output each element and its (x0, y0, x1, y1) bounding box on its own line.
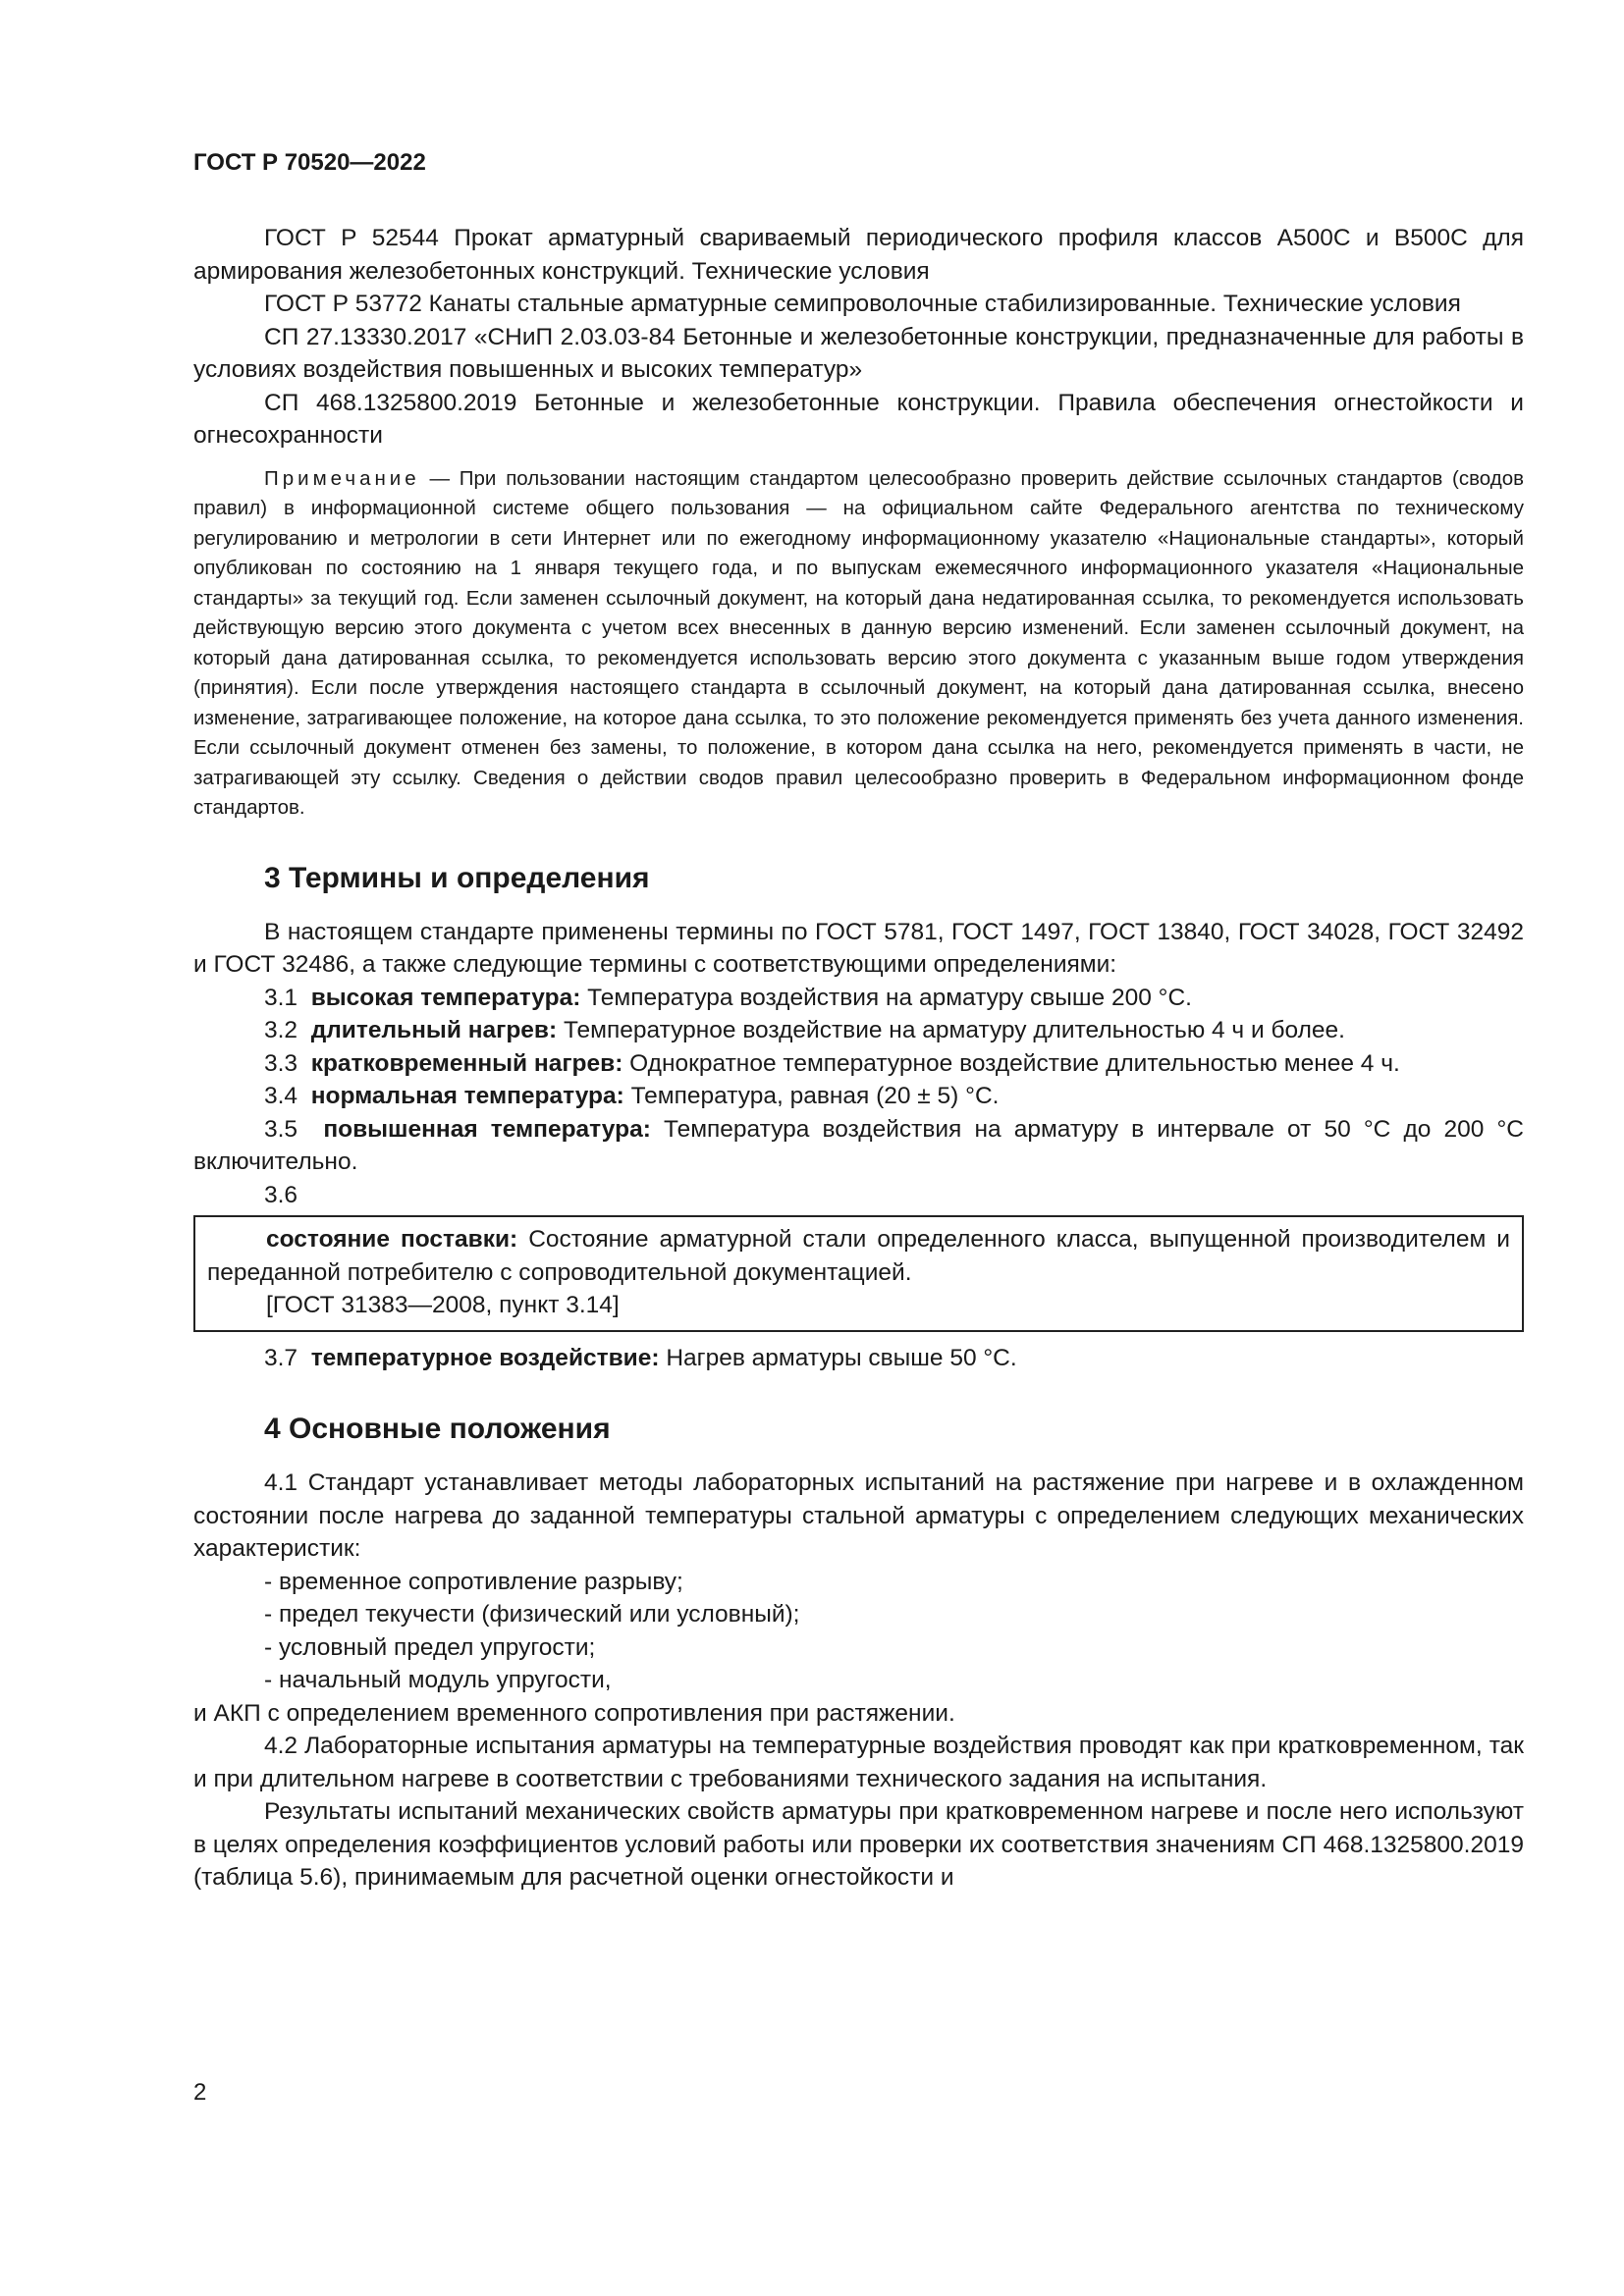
section-3-heading: 3 Термины и определения (264, 861, 650, 894)
term-item: 3.5 повышенная температура: Температура воздействия на арматуру в интервале от 50 °С до 200 °С включительно. (193, 1115, 1524, 1175)
note-text: — При пользовании настоящим стандартом целесообразно проверить действие ссылочных стандартов (сводов правил) в информационной системе общего пользования — на официальном сайте Федерального агентства по техническому регулированию и метрологии в сети Интернет или по ежегодному информационному указателю «Национальные стандарты», который опубликован по состоянию на 1 января текущего года, и по выпускам ежемесячного информационного указателя «Национальные стандарты» за текущий год. Если заменен ссылочный документ, на который дана недатированная ссылка, то рекомендуется использовать действующую версию этого документа с учетом всех внесенных в данную версию изменений. Если заменен ссылочный документ, на который дана датированная ссылка, то рекомендуется использовать версию этого документа с указанным выше годом утверждения (принятия). Если после утверждения настоящего стандарта в ссылочный документ, на который дана датированная ссылка, внесено изменение, затрагивающее положение, на которое дана ссылка, то это положение рекомендуется применять без учета данного изменения. Если ссылочный документ отменен без замены, то положение, в котором дана ссылка на него, рекомендуется применять в части, не затрагивающей эту ссылку. Сведения о действии сводов правил целесообразно проверить в Федеральном информационном фонде стандартов. (193, 466, 1524, 819)
term-item: 3.4 нормальная температура: Температура, равная (20 ± 5) °С. (264, 1083, 1000, 1109)
term-name: нормальная температура: (310, 1083, 624, 1109)
term-source: [ГОСТ 31383—2008, пункт 3.14] (266, 1292, 620, 1318)
term-item: 3.7 температурное воздействие: Нагрев арматуры свыше 50 °С. (264, 1344, 1017, 1371)
note-label: Примечание (264, 466, 420, 490)
paragraph-results: Результаты испытаний механических свойств арматуры при кратковременном нагреве и после него используют в целях определения коэффициентов условий работы или проверки их соответствия значениям СП 468.1325800.2019 (таблица 5.6), принимаемым для расчетной оценки огнестойкости и (193, 1798, 1524, 1891)
term-item: 3.3 кратковременный нагрев: Однократное температурное воздействие длительностью менее 4 ч. (264, 1049, 1400, 1077)
term-item: 3.1 высокая температура: Температура воздействия на арматуру свыше 200 °С. (264, 984, 1192, 1011)
term-number: 3.6 (264, 1181, 298, 1208)
list-item: - условный предел упругости; (264, 1633, 596, 1661)
quoted-term-box (193, 1215, 1524, 1332)
term-name: длительный нагрев: (310, 1017, 558, 1043)
reference-item: ГОСТ Р 53772 Канаты стальные арматурные семипроволочные стабилизированные. Технические условия (264, 291, 1461, 317)
term-definition: Температурное воздействие на арматуру длительностью 4 ч и более. (557, 1017, 1345, 1043)
list-tail: и АКП с определением временного сопротивления при растяжении. (193, 1699, 955, 1727)
term-item (207, 1223, 1510, 1289)
reference-item: СП 468.1325800.2019 Бетонные и железобетонные конструкции. Правила обеспечения огнестойкости и огнесохранности (193, 389, 1524, 449)
document-code: ГОСТ Р 70520—2022 (193, 149, 426, 176)
page-number: 2 (193, 2079, 207, 2106)
note (193, 464, 1524, 824)
document-body (193, 222, 1524, 1895)
section-4-heading: 4 Основные положения (264, 1413, 611, 1445)
term-definition: Температура воздействия на арматуру свыше 200 °С. (580, 984, 1192, 1011)
paragraph-4-2: 4.2 Лабораторные испытания арматуры на температурные воздействия проводят как при кратковременном, так и при длительном нагреве в соответствии с требованиями технического задания на испытания. (193, 1733, 1524, 1792)
list-item: - предел текучести (физический или условный); (264, 1601, 800, 1628)
term-name: высокая температура: (310, 984, 581, 1011)
term-name: кратковременный нагрев: (310, 1049, 623, 1077)
term-definition: Состояние арматурной стали определенного класса, выпущенной производителем и переданной потребителю с сопроводительной документацией. (207, 1226, 1510, 1286)
term-definition: Температура воздействия на арматуру в интервале от 50 °С до 200 °С включительно. (193, 1115, 1524, 1175)
term-name: состояние поставки: (266, 1226, 518, 1253)
term-definition: Нагрев арматуры свыше 50 °С. (659, 1344, 1017, 1371)
list-item: - начальный модуль упругости, (264, 1667, 612, 1693)
section-3-intro: В настоящем стандарте применены термины по ГОСТ 5781, ГОСТ 1497, ГОСТ 13840, ГОСТ 34028, ГОСТ 32492 и ГОСТ 32486, а также следующие термины с соответствующими определениями: (193, 918, 1524, 978)
term-definition: Однократное температурное воздействие длительностью менее 4 ч. (623, 1049, 1400, 1077)
list-item: - временное сопротивление разрыву; (264, 1568, 683, 1595)
term-item: 3.2 длительный нагрев: Температурное воздействие на арматуру длительностью 4 ч и более. (264, 1017, 1345, 1043)
paragraph-4-1: 4.1 Стандарт устанавливает методы лабораторных испытаний на растяжение при нагреве и в охлажденном состоянии после нагрева до заданной температуры стальной арматуры с определением следующих механических характеристик: (193, 1469, 1524, 1562)
term-name: температурное воздействие: (310, 1344, 660, 1371)
reference-item: СП 27.13330.2017 «СНиП 2.03.03-84 Бетонные и железобетонные конструкции, предназначенные для работы в условиях воздействия повышенных и высоких температур» (193, 323, 1524, 383)
reference-item: ГОСТ Р 52544 Прокат арматурный свариваемый периодического профиля классов А500С и В500С для армирования железобетонных конструкций. Технические условия (193, 225, 1524, 285)
term-name: повышенная температура: (323, 1115, 651, 1143)
term-definition: Температура, равная (20 ± 5) °С. (623, 1083, 1000, 1109)
